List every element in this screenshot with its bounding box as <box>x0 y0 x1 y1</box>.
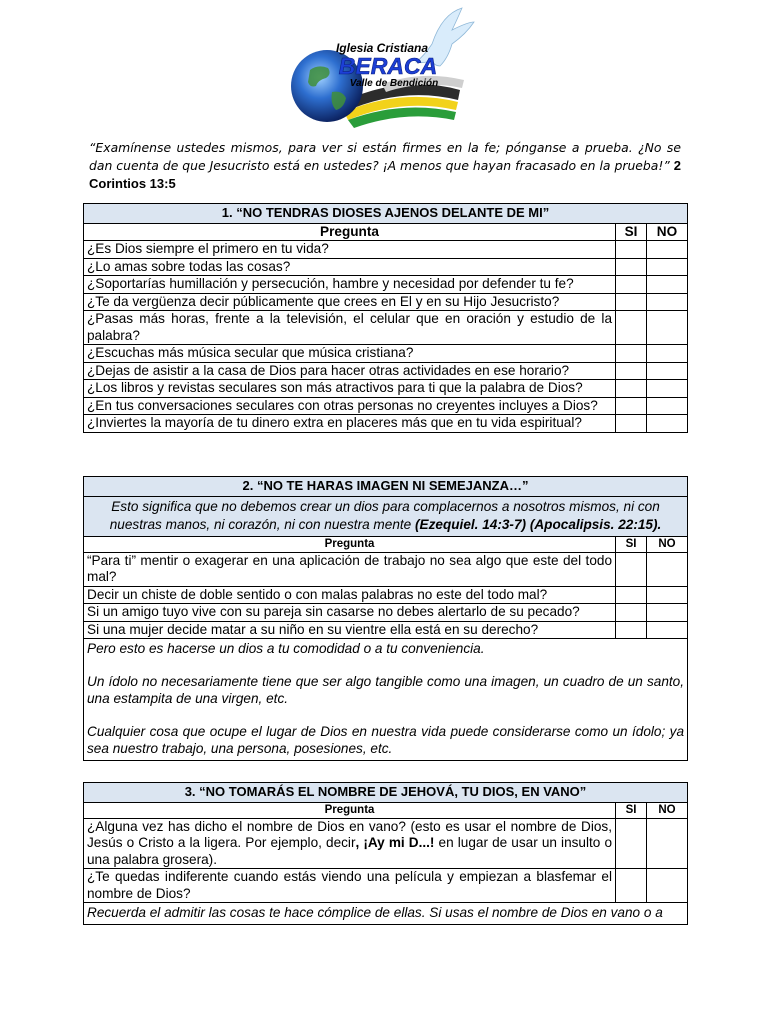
answer-si-cell[interactable] <box>616 818 647 869</box>
answer-no-cell[interactable] <box>647 621 688 639</box>
answer-si-cell[interactable] <box>616 415 647 433</box>
section-note <box>84 639 688 761</box>
column-header-no: NO <box>647 802 688 818</box>
note-paragraph: Un ídolo no necesariamente tiene que ser algo tangible como una imagen, un cuadro de un santo, una estampita de una virgen, etc. <box>87 674 685 706</box>
answer-no-cell[interactable] <box>647 276 688 294</box>
table-row <box>84 604 688 622</box>
question-text: ¿Te da vergüenza decir públicamente que crees en El y en su Hijo Jesucristo? <box>84 293 616 311</box>
note-paragraph: Pero esto es hacerse un dios a tu comodidad o a tu conveniencia. <box>87 641 485 656</box>
table-row <box>84 621 688 639</box>
table-row <box>84 818 688 869</box>
answer-si-cell[interactable] <box>616 869 647 903</box>
table-row <box>84 345 688 363</box>
question-text: ¿Escuchas más música secular que música cristiana? <box>84 345 616 363</box>
table-row <box>84 241 688 259</box>
answer-si-cell[interactable] <box>616 345 647 363</box>
answer-no-cell[interactable] <box>647 397 688 415</box>
answer-si-cell[interactable] <box>616 241 647 259</box>
answer-no-cell[interactable] <box>647 345 688 363</box>
answer-si-cell[interactable] <box>616 380 647 398</box>
answer-no-cell[interactable] <box>647 869 688 903</box>
answer-no-cell[interactable] <box>647 311 688 345</box>
table-row <box>84 397 688 415</box>
table-row <box>84 552 688 586</box>
answer-si-cell[interactable] <box>616 276 647 294</box>
scripture-quote <box>89 139 681 193</box>
column-header-question: Pregunta <box>84 536 616 552</box>
column-header-si: SI <box>616 802 647 818</box>
description-reference: (Ezequiel. 14:3-7) (Apocalipsis. 22:15). <box>415 516 662 532</box>
section-title: 2. “NO TE HARAS IMAGEN NI SEMEJANZA…” <box>84 477 688 497</box>
quote-reference: 2 Corintios 13:5 <box>89 158 681 191</box>
answer-no-cell[interactable] <box>647 241 688 259</box>
commandment-3-table <box>83 782 688 925</box>
table-row <box>84 869 688 903</box>
answer-si-cell[interactable] <box>616 621 647 639</box>
question-text: ¿Soportarías humillación y persecución, hambre y necesidad por defender tu fe? <box>84 276 616 294</box>
note-paragraph: Cualquier cosa que ocupe el lugar de Dios en nuestra vida puede considerarse como un ídolo; ya sea nuestro trabajo, una persona, posesiones, etc. <box>87 724 685 756</box>
question-text: ¿Pasas más horas, frente a la televisión, el celular que en oración y estudio de la palabra? <box>84 311 616 345</box>
answer-si-cell[interactable] <box>616 362 647 380</box>
question-part: ¿Alguna vez has dicho el nombre de Dios en vano? (esto es usar el nombre de Dios, Jesús o Cristo a la ligera. Por ejemplo, decir <box>87 818 612 850</box>
answer-no-cell[interactable] <box>647 415 688 433</box>
question-text: ¿Es Dios siempre el primero en tu vida? <box>84 241 616 259</box>
question-emphasis: , ¡Ay mi D...! <box>355 835 435 850</box>
answer-no-cell[interactable] <box>647 293 688 311</box>
column-header-no: NO <box>647 223 688 241</box>
column-header-no: NO <box>647 536 688 552</box>
question-text: ¿Lo amas sobre todas las cosas? <box>84 258 616 276</box>
table-row <box>84 258 688 276</box>
answer-si-cell[interactable] <box>616 293 647 311</box>
section-description <box>84 496 688 536</box>
table-row <box>84 380 688 398</box>
answer-no-cell[interactable] <box>647 380 688 398</box>
section-title: 3. “NO TOMARÁS EL NOMBRE DE JEHOVÁ, TU DIOS, EN VANO” <box>84 783 688 803</box>
question-text: ¿Te quedas indiferente cuando estás viendo una película y empiezan a blasfemar el nombre de Dios? <box>84 869 616 903</box>
answer-no-cell[interactable] <box>647 818 688 869</box>
answer-no-cell[interactable] <box>647 604 688 622</box>
answer-si-cell[interactable] <box>616 397 647 415</box>
section-note: Recuerda el admitir las cosas te hace cómplice de ellas. Si usas el nombre de Dios en vano o a <box>84 903 688 925</box>
table-row <box>84 362 688 380</box>
answer-si-cell[interactable] <box>616 258 647 276</box>
table-row <box>84 415 688 433</box>
table-row <box>84 311 688 345</box>
table-row <box>84 293 688 311</box>
question-part: en lugar de usar un insulto o una palabra grosera). <box>87 835 612 867</box>
commandment-1-table <box>83 203 688 433</box>
church-logo <box>282 4 478 134</box>
question-text: ¿En tus conversaciones seculares con otras personas no creyentes incluyes a Dios? <box>84 397 616 415</box>
description-text: Esto significa que no debemos crear un dios para complacernos a nosotros mismos, ni con nuestras manos, ni corazón, ni con nuestra mente <box>109 498 660 532</box>
question-text: Decir un chiste de doble sentido o con malas palabras no este del todo mal? <box>84 586 616 604</box>
logo-line1: Iglesia Cristiana <box>335 41 429 55</box>
column-header-si: SI <box>616 536 647 552</box>
answer-no-cell[interactable] <box>647 552 688 586</box>
column-header-question: Pregunta <box>84 802 616 818</box>
answer-si-cell[interactable] <box>616 586 647 604</box>
logo-line2: BERACA <box>338 53 438 79</box>
quote-text: “Examínense ustedes mismos, para ver si están firmes en la fe; pónganse a prueba. ¿No se dan cuenta de que Jesucristo está en ustedes? ¡A menos que hayan fracasado en la prueba!” <box>89 140 681 173</box>
question-text: “Para ti” mentir o exagerar en una aplicación de trabajo no sea algo que este del todo mal? <box>84 552 616 586</box>
column-header-si: SI <box>616 223 647 241</box>
question-text: ¿Los libros y revistas seculares son más atractivos para ti que la palabra de Dios? <box>84 380 616 398</box>
logo-line3: Valle de Bendición <box>349 78 439 89</box>
answer-si-cell[interactable] <box>616 552 647 586</box>
answer-si-cell[interactable] <box>616 311 647 345</box>
answer-no-cell[interactable] <box>647 258 688 276</box>
table-row <box>84 586 688 604</box>
question-text: ¿Inviertes la mayoría de tu dinero extra en placeres más que en tu vida espiritual? <box>84 415 616 433</box>
question-text: Si una mujer decide matar a su niño en su vientre ella está en su derecho? <box>84 621 616 639</box>
answer-no-cell[interactable] <box>647 362 688 380</box>
column-header-question: Pregunta <box>84 223 616 241</box>
table-row <box>84 276 688 294</box>
answer-si-cell[interactable] <box>616 604 647 622</box>
question-text: ¿Dejas de asistir a la casa de Dios para hacer otras actividades en ese horario? <box>84 362 616 380</box>
commandment-2-table <box>83 476 688 761</box>
question-text <box>84 818 616 869</box>
section-title: 1. “NO TENDRAS DIOSES AJENOS DELANTE DE MI” <box>84 204 688 224</box>
question-text: Si un amigo tuyo vive con su pareja sin casarse no debes alertarlo de su pecado? <box>84 604 616 622</box>
answer-no-cell[interactable] <box>647 586 688 604</box>
